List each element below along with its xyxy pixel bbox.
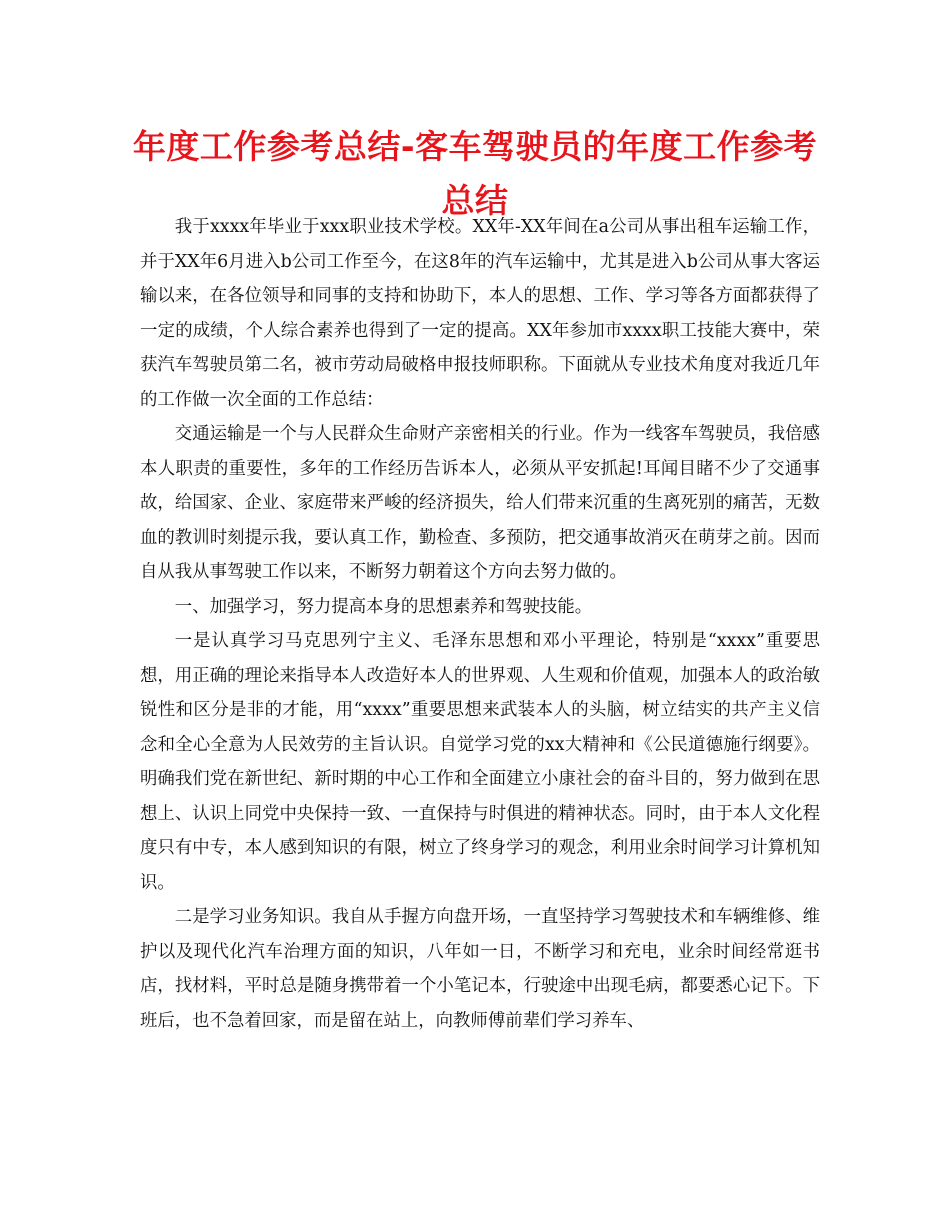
document-body (140, 210, 820, 1038)
section-heading-1: 一、加强学习，努力提高本身的思想素养和驾驶技能。 (174, 596, 593, 617)
paragraph-safety: 交通运输是一个与人民群众生命财产亲密相关的行业。作为一线客车驾驶员，我倍感本人职责的重要性，多年的工作经历告诉本人，必须从平安抓起!耳闻目睹不少了交通事故，给国家、企业、家庭带来严峻的经济损失，给人们带来沉重的生离死别的痛苦，无数血的教训时刻提示我，要认真工作，勤检查、多预防，把交通事故消灭在萌芽之前。因而自从我从事驾驶工作以来，不断努力朝着这个方向去努力做的。 (140, 424, 820, 582)
paragraph-intro: 我于xxxx年毕业于xxx职业技术学校。XX年-XX年间在a公司从事出租车运输工作，并于XX年6月进入b公司工作至今，在这8年的汽车运输中，尤其是进入b公司从事大客运输以来，在各位领导和同事的支持和协助下，本人的思想、工作、学习等各方面都获得了一定的成绩，个人综合素养也得到了一定的提高。XX年参加市xxxx职工技能大赛中，荣获汽车驾驶员第二名，被市劳动局破格申报技师职称。下面就从专业技术角度对我近几年的工作做一次全面的工作总结： (140, 217, 820, 410)
paragraph-business-study: 二是学习业务知识。我自从手握方向盘开场，一直坚持学习驾驶技术和车辆维修、维护以及现代化汽车治理方面的知识，八年如一日，不断学习和充电，业余时间经常逛书店，找材料，平时总是随身携带着一个小笔记本，行驶途中出现毛病，都要悉心记下。下班后，也不急着回家，而是留在站上，向教师傅前辈们学习养车、 (140, 907, 820, 1031)
paragraph-theory-study: 一是认真学习马克思列宁主义、毛泽东思想和邓小平理论，特别是“xxxx”重要思想，用正确的理论来指导本人改造好本人的世界观、人生观和价值观，加强本人的政治敏锐性和区分是非的才能，用“xxxx”重要思想来武装本人的头脑，树立结实的共产主义信念和全心全意为人民效劳的主旨认识。自觉学习党的xx大精神和《公民道德施行纲要》。明确我们党在新世纪、新时期的中心工作和全面建立小康社会的奋斗目的，努力做到在思想上、认识上同党中央保持一致、一直保持与时俱进的精神状态。同时，由于本人文化程度只有中专，本人感到知识的有限，树立了终身学习的观念，利用业余时间学习计算机知识。 (140, 631, 820, 893)
document-title: 年度工作参考总结-客车驾驶员的年度工作参考总结 (132, 127, 818, 220)
